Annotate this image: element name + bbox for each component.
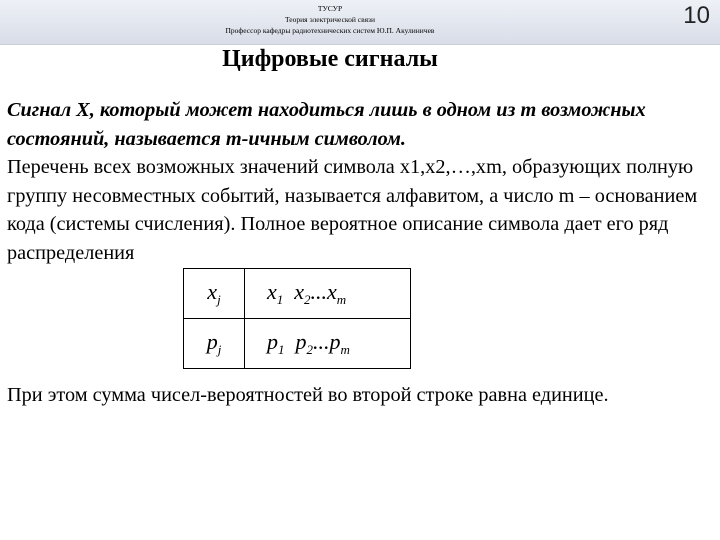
header-author: Профессор кафедры радиотехнических систем Ю.П. Акулиничев <box>225 26 435 35</box>
header-course: Теория электрической связи <box>284 15 375 24</box>
table-row <box>184 319 411 369</box>
table-cell-values: $x_1$ $x_2...x_m$ <box>245 269 411 319</box>
table-row <box>184 269 411 319</box>
table-cell-symbol: $x_j$ <box>184 269 245 319</box>
slide-number: 10 <box>683 2 710 29</box>
slide-title: Цифровые сигналы <box>222 46 438 72</box>
slide-header <box>150 3 510 36</box>
header-university: ТУСУР <box>317 4 343 13</box>
distribution-table <box>183 268 411 369</box>
footer-paragraph: При этом сумма чисел-вероятностей во второй строке равна единице. <box>7 384 609 406</box>
table-cell-symbol: $p_j$ <box>184 319 245 369</box>
body-paragraph: Перечень всех возможных значений символа x1,x2,…,xm, образующих полную группу несовместных событий, называется алфавитом, а число m – основанием кода (системы счисления). Полное вероятное описание символа дает его ряд распределения <box>7 156 698 264</box>
table-cell-values: $p_1$ $p_2...p_m$ <box>245 319 411 369</box>
definition-paragraph: Сигнал X, который может находиться лишь в одном из m возможных состояний, называется m-ичным символом. <box>7 99 646 150</box>
